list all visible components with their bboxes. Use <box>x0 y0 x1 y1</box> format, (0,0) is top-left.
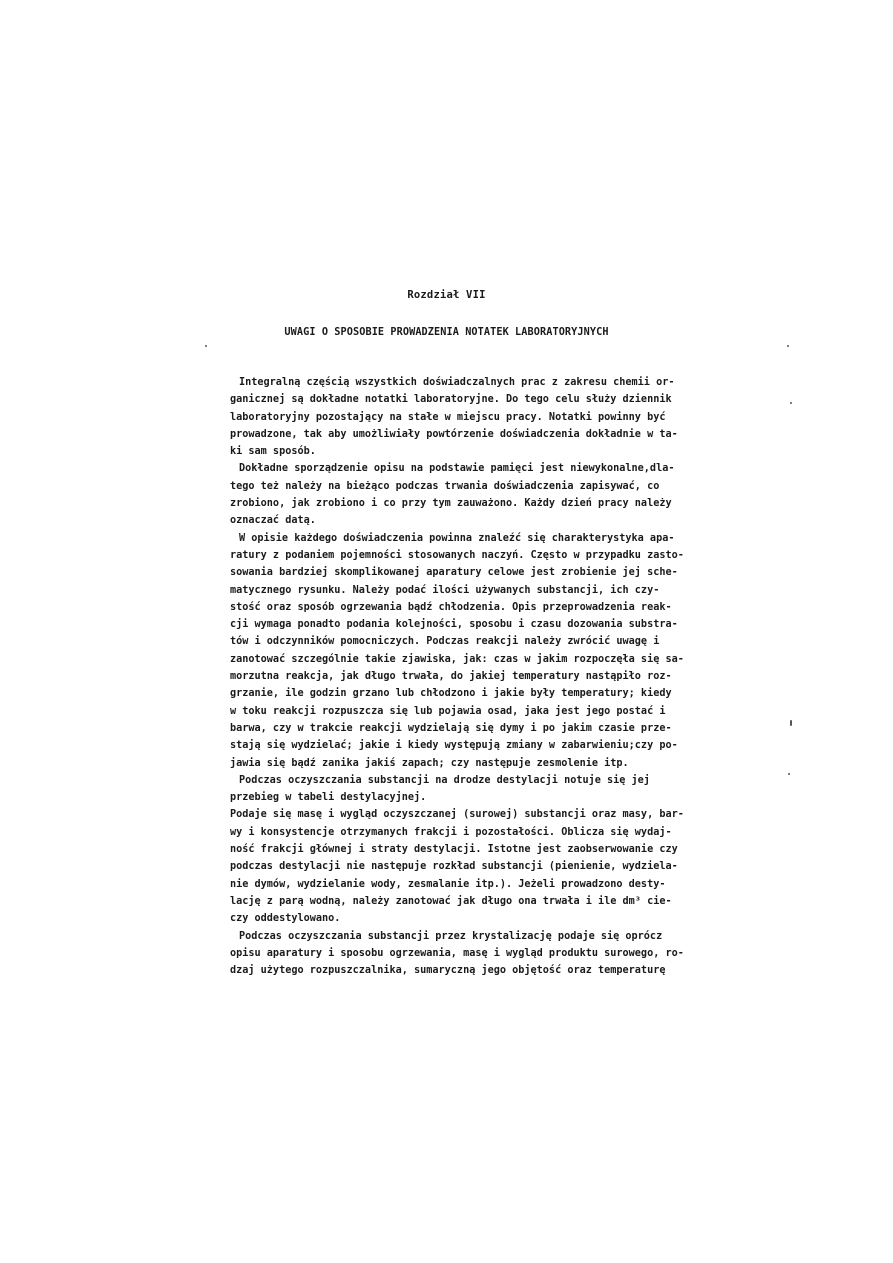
text-line: zrobiono, jak zrobiono i co przy tym zauważono. Każdy dzień pracy należy <box>230 498 672 510</box>
text-line: Podaje się masę i wygląd oczyszczanej (surowej) substancji oraz masy, bar- <box>230 809 684 821</box>
text-line: opisu aparatury i sposobu ogrzewania, masę i wygląd produktu surowego, ro- <box>230 947 684 959</box>
paragraph-1 <box>230 374 740 460</box>
text-line: przebieg w tabeli destylacyjnej. <box>230 792 427 804</box>
text-line: Podczas oczyszczania substancji na drodze destylacji notuje się jej <box>239 774 650 786</box>
text-line: grzanie, ile godzin grzano lub chłodzono i jakie były temperatury; kiedy <box>230 688 672 700</box>
scan-speck <box>205 345 207 347</box>
text-line: podczas destylacji nie następuje rozkład substancji (pienienie, wydziela- <box>230 861 678 873</box>
text-line: ki sam sposób. <box>230 446 316 458</box>
text-line: Integralną częścią wszystkich doświadczalnych prac z zakresu chemii or- <box>239 377 675 388</box>
paragraph-5 <box>230 806 740 927</box>
text-line: tów i odczynników pomocniczych. Podczas reakcji należy zwrócić uwagę i <box>230 636 660 648</box>
text-line: cji wymaga ponadto podania kolejności, sposobu i czasu dozowania substra- <box>230 619 678 631</box>
paragraph-4 <box>230 772 740 807</box>
scan-speck <box>790 402 792 404</box>
text-line: oznaczać datą. <box>230 515 316 527</box>
text-line: lację z parą wodną, należy zanotować jak długo ona trwała i ile dm³ cie- <box>230 895 672 907</box>
scan-speck <box>787 345 789 347</box>
text-line: morzutna reakcja, jak długo trwała, do jakiej temperatury nastąpiło roz- <box>230 671 672 683</box>
text-line: sowania bardziej skomplikowanej aparatury celowe jest zrobienie jej sche- <box>230 567 678 579</box>
text-line: matycznego rysunku. Należy podać ilości używanych substancji, ich czy- <box>230 584 660 596</box>
scan-speck <box>788 773 790 775</box>
text-line: ganicznej są dokładne notatki laboratoryjne. Do tego celu służy dziennik <box>230 394 672 406</box>
text-line: stość oraz sposób ogrzewania bądź chłodzenia. Opis przeprowadzenia reak- <box>230 601 672 613</box>
text-line: W opisie każdego doświadczenia powinna znaleźć się charakterystyka apa- <box>239 532 675 544</box>
paragraph-6 <box>230 928 740 980</box>
text-line: prowadzone, tak aby umożliwiały powtórzenie doświadczenia dokładnie w ta- <box>230 428 678 440</box>
chapter-heading: Rozdział VII <box>407 289 486 301</box>
paragraph-3 <box>230 530 740 772</box>
paragraph-2 <box>230 460 740 529</box>
text-line: nie dymów, wydzielanie wody, zesmalanie itp.). Jeżeli prowadzono desty- <box>230 878 666 890</box>
text-line: barwa, czy w trakcie reakcji wydzielają się dymy i po jakim czasie prze- <box>230 722 672 734</box>
text-line: ność frakcji głównej i straty destylacji. Istotne jest zaobserwowanie czy <box>230 844 678 856</box>
text-line: Dokładne sporządzenie opisu na podstawie pamięci jest niewykonalne,dla- <box>239 463 675 475</box>
text-line: laboratoryjny pozostający na stałe w miejscu pracy. Notatki powinny być <box>230 411 666 423</box>
text-line: czy oddestylowano. <box>230 913 341 925</box>
scan-speck <box>790 720 792 726</box>
text-line: jawia się bądź zanika jakiś zapach; czy następuje zesmolenie itp. <box>230 757 629 769</box>
text-line: zanotować szczególnie takie zjawiska, jak: czas w jakim rozpoczęła się sa- <box>230 653 684 665</box>
text-line: dzaj użytego rozpuszczalnika, sumaryczną jego objętość oraz temperaturę <box>230 965 666 977</box>
text-line: wy i konsystencje otrzymanych frakcji i pozostałości. Oblicza się wydaj- <box>230 826 672 838</box>
chapter-title: UWAGI O SPOSOBIE PROWADZENIA NOTATEK LABORATORYJNYCH <box>284 327 609 338</box>
text-line: stają się wydzielać; jakie i kiedy występują zmiany w zabarwieniu;czy po- <box>230 740 678 752</box>
text-line: tego też należy na bieżąco podczas trwania doświadczenia zapisywać, co <box>230 480 660 492</box>
text-line: w toku reakcji rozpuszcza się lub pojawia osad, jaka jest jego postać i <box>230 705 666 717</box>
text-line: ratury z podaniem pojemności stosowanych naczyń. Często w przypadku zasto- <box>230 549 684 561</box>
document-body <box>230 374 740 979</box>
text-line: Podczas oczyszczania substancji przez krystalizację podaje się oprócz <box>239 930 663 942</box>
